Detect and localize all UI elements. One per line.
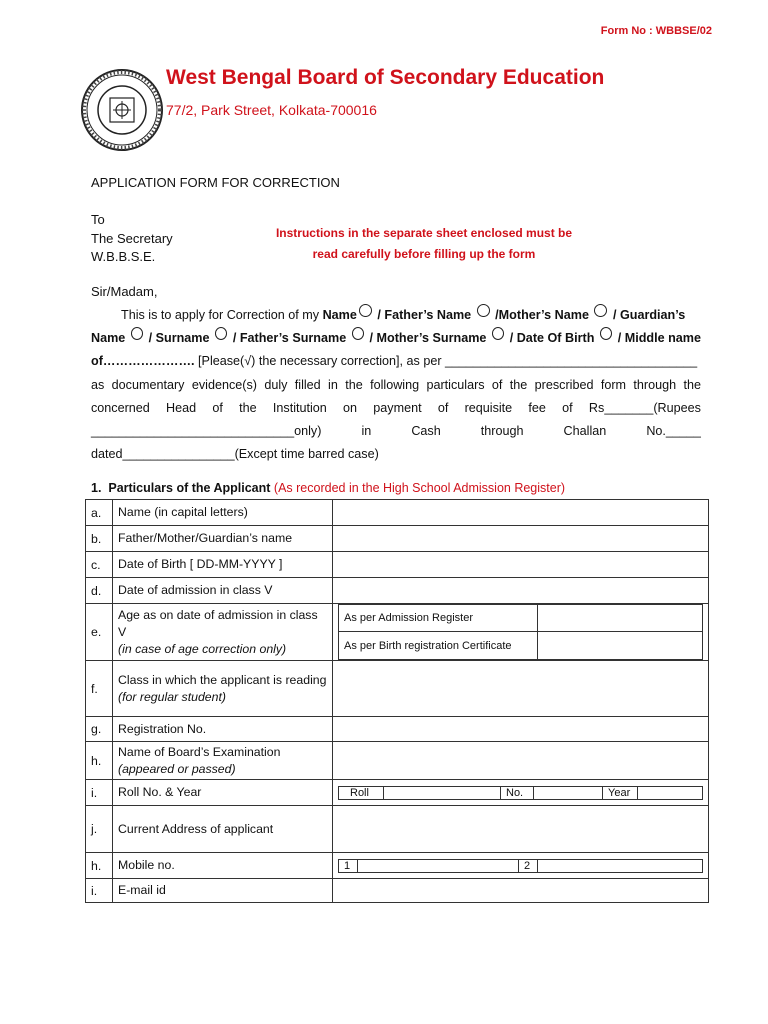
row-label: Date of admission in class V <box>113 578 333 604</box>
table-row <box>86 780 709 806</box>
section-1-title: 1. Particulars of the Applicant <box>91 481 274 495</box>
opt-fathers-surname-label: / Father’s Surname <box>229 331 350 346</box>
row-label: Mobile no. <box>113 853 333 879</box>
table-row <box>86 578 709 604</box>
body-word: of <box>437 400 449 415</box>
salutation: Sir/Madam, <box>91 284 158 299</box>
body-word: following <box>370 377 420 392</box>
row-label: Roll No. & Year <box>113 780 333 806</box>
roll-label: Roll <box>339 786 384 799</box>
body-word: duly <box>264 377 288 392</box>
body-word: of <box>491 377 503 392</box>
body-word: on <box>343 400 358 415</box>
body-word: Rs_______(Rupees <box>588 400 701 415</box>
row-letter: d. <box>86 578 113 604</box>
no-label: No. <box>501 786 534 799</box>
mobile-1-label: 1 <box>339 859 358 872</box>
email-field[interactable] <box>333 879 709 903</box>
age-subtable-cell <box>333 604 709 661</box>
applicant-particulars-table <box>85 499 709 903</box>
body-word: through <box>633 377 677 392</box>
body-word: concerned <box>91 400 150 415</box>
row-label-text: Name of Board’s Examination <box>118 744 281 759</box>
to-label: To <box>91 212 105 227</box>
body-line-7: dated________________(Except time barred case) <box>91 447 379 462</box>
body-word: the <box>683 377 701 392</box>
row-letter: e. <box>86 604 113 661</box>
name-field[interactable] <box>333 500 709 526</box>
body-word: Institution <box>272 400 327 415</box>
dob-field[interactable] <box>333 552 709 578</box>
mothers-surname-checkbox[interactable] <box>492 327 504 340</box>
body-line-6 <box>91 420 701 443</box>
body-word: payment <box>373 400 422 415</box>
body-word: form <box>600 377 627 392</box>
table-row <box>86 500 709 526</box>
section-1-note: (As recorded in the High School Admission Register) <box>273 481 566 495</box>
opt-guardians-label: / Guardian’s <box>609 308 686 322</box>
mothers-name-checkbox[interactable] <box>594 304 607 317</box>
row-label: E-mail id <box>113 879 333 903</box>
body-word: prescribed <box>534 377 594 392</box>
opt-mothers-surname-label: / Mother’s Surname <box>366 331 490 346</box>
body-word: fee <box>528 400 546 415</box>
recipient-block <box>91 211 173 267</box>
roll-field[interactable] <box>384 786 501 799</box>
body-word: Head <box>166 400 197 415</box>
row-letter: c. <box>86 552 113 578</box>
age-admission-register-field[interactable] <box>538 605 703 632</box>
row-letter: h. <box>86 742 113 780</box>
opt-guardians-name-label: Name <box>91 331 129 346</box>
body-word: the <box>239 400 257 415</box>
guardians-name-checkbox[interactable] <box>131 327 143 340</box>
org-address: 77/2, Park Street, Kolkata-700016 <box>166 102 377 118</box>
mobile-2-label: 2 <box>519 859 538 872</box>
body-word: the <box>509 377 528 392</box>
roll-subtable-cell <box>333 780 709 806</box>
row-label <box>113 661 333 717</box>
org-name: West Bengal Board of Secondary Education <box>166 66 605 89</box>
fathers-surname-checkbox[interactable] <box>352 327 364 340</box>
body-word: documentary <box>111 377 185 392</box>
recipient-line-2: W.B.B.S.E. <box>91 249 156 264</box>
age-subtable <box>338 604 703 660</box>
year-field[interactable] <box>638 786 703 799</box>
age-birth-certificate-field[interactable] <box>538 632 703 660</box>
instructions-line-1: Instructions in the separate sheet enclosed must be <box>275 226 573 240</box>
row-letter: b. <box>86 526 113 552</box>
row-label: Father/Mother/Guardian’s name <box>113 526 333 552</box>
body-word: of <box>212 400 223 415</box>
row-letter: f. <box>86 661 113 717</box>
mobile-1-field[interactable] <box>358 859 519 872</box>
mobile-subtable <box>338 859 703 873</box>
exam-name-field[interactable] <box>333 742 709 780</box>
body-word: No._____ <box>646 424 701 439</box>
opt-mothers-name-label: /Mother’s Name <box>491 308 593 322</box>
row-letter: i. <box>86 879 113 903</box>
opt-dob-label: / Date Of Birth <box>506 331 598 346</box>
instructions-line-2: read carefully before filling up the form <box>312 247 536 261</box>
parent-name-field[interactable] <box>333 526 709 552</box>
fathers-name-checkbox[interactable] <box>477 304 490 317</box>
address-field[interactable] <box>333 806 709 853</box>
body-word: the <box>345 377 363 392</box>
row-letter: j. <box>86 806 113 853</box>
body-line-1 <box>91 304 701 327</box>
dob-checkbox[interactable] <box>600 327 612 340</box>
surname-checkbox[interactable] <box>215 327 227 340</box>
row-letter: h. <box>86 853 113 879</box>
body-line-2 <box>91 327 701 350</box>
body-word: in <box>328 377 338 392</box>
body-word: particulars <box>426 377 485 392</box>
sub-label-admission-register: As per Admission Register <box>339 605 538 632</box>
row-label: Date of Birth [ DD-MM-YYYY ] <box>113 552 333 578</box>
table-row <box>86 853 709 879</box>
table-row <box>86 526 709 552</box>
instructions-note <box>262 223 586 265</box>
body-word: through <box>480 424 524 439</box>
registration-no-field[interactable] <box>333 717 709 742</box>
row-label <box>113 742 333 780</box>
form-title: APPLICATION FORM FOR CORRECTION <box>91 175 340 190</box>
body-word: Cash <box>411 424 441 439</box>
table-row <box>86 661 709 717</box>
mobile-subtable-cell <box>333 853 709 879</box>
mobile-2-field[interactable] <box>538 859 703 872</box>
recipient-line-1: The Secretary <box>91 230 173 246</box>
form-number: Form No : WBBSE/02 <box>600 25 712 37</box>
no-field[interactable] <box>534 786 603 799</box>
sub-label-birth-certificate: As per Birth registration Certificate <box>339 632 538 660</box>
section-1-heading <box>91 481 565 495</box>
body-text: This is to apply for Correction of my <box>121 308 323 322</box>
row-letter: i. <box>86 780 113 806</box>
opt-middle-name-label: / Middle name <box>614 331 701 346</box>
admission-date-field[interactable] <box>333 578 709 604</box>
row-label: Registration No. <box>113 717 333 742</box>
class-field[interactable] <box>333 661 709 717</box>
row-label-note: (for regular student) <box>118 689 226 704</box>
row-label <box>113 604 333 661</box>
row-label-text: Class in which the applicant is reading <box>118 672 327 687</box>
row-label: Current Address of applicant <box>113 806 333 853</box>
body-word: requisite <box>464 400 513 415</box>
name-checkbox[interactable] <box>359 304 372 317</box>
year-label: Year <box>603 786 638 799</box>
document-blank[interactable]: [Please(√) the necessary correction], as per ____________________________________ <box>198 354 698 369</box>
body-word: _____________________________only) <box>91 424 322 439</box>
application-body <box>91 304 701 466</box>
body-word: in <box>361 424 372 439</box>
body-word: filled <box>294 377 321 392</box>
row-letter: a. <box>86 500 113 526</box>
opt-name-label: Name <box>322 308 357 322</box>
row-label: Name (in capital letters) <box>113 500 333 526</box>
row-letter: g. <box>86 717 113 742</box>
body-line-3 <box>91 350 701 373</box>
row-label-text: Age as on date of admission in class V <box>118 607 318 639</box>
table-row <box>86 742 709 780</box>
wbbse-seal-icon <box>80 68 164 152</box>
body-word: of <box>562 400 573 415</box>
table-row <box>86 717 709 742</box>
opt-surname-label: / Surname <box>145 331 214 346</box>
table-row <box>86 806 709 853</box>
table-row <box>86 604 709 661</box>
roll-subtable <box>338 786 703 800</box>
middle-name-blank[interactable]: of…………………. <box>91 354 199 369</box>
row-label-note: (in case of age correction only) <box>118 641 287 656</box>
body-line-5 <box>91 397 701 420</box>
opt-fathers-name-label: / Father’s Name <box>373 308 475 322</box>
row-label-note: (appeared or passed) <box>118 761 236 776</box>
body-line-4 <box>91 374 701 397</box>
table-row <box>86 879 709 903</box>
table-row <box>86 552 709 578</box>
body-word: as <box>91 377 105 392</box>
body-word: evidence(s) <box>191 377 257 392</box>
body-word: Challan <box>563 424 607 439</box>
